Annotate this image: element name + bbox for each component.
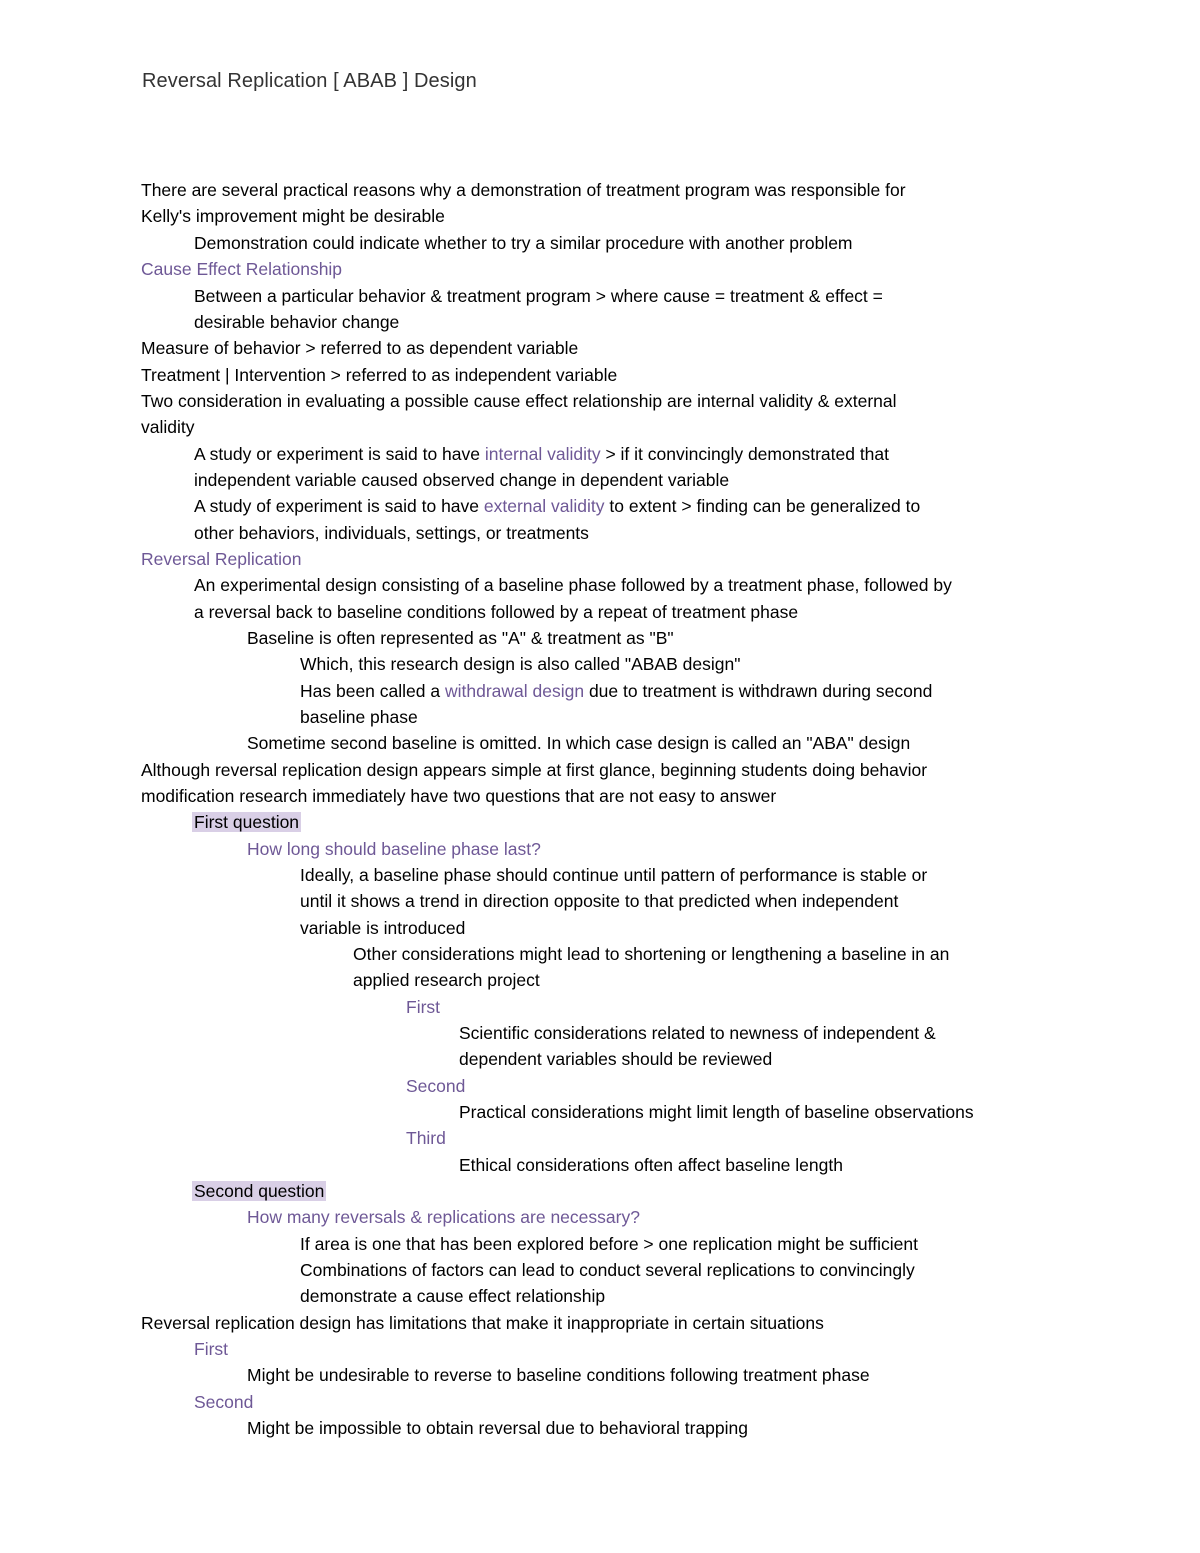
text-line: There are several practical reasons why a demonstration of treatment program was responsible for xyxy=(141,180,906,200)
list-label-second: Second xyxy=(194,1392,254,1412)
text-fragment: > if it convincingly demonstrated that xyxy=(600,444,890,464)
question-heading: How many reversals & replications are necessary? xyxy=(247,1207,640,1227)
text-line-withdrawal-design xyxy=(300,678,932,704)
section-heading-cause-effect: Cause Effect Relationship xyxy=(141,259,343,279)
text-line: Reversal replication design has limitations that make it inappropriate in certain situations xyxy=(141,1313,824,1333)
highlighted-second-question xyxy=(194,1178,326,1204)
highlighted-first-question xyxy=(194,809,301,835)
text-line: demonstrate a cause effect relationship xyxy=(300,1286,606,1306)
text-fragment: due to treatment is withdrawn during second xyxy=(584,681,933,701)
text-line: Although reversal replication design appears simple at first glance, beginning students doing behavior xyxy=(141,760,928,780)
text-line: Ethical considerations often affect baseline length xyxy=(459,1155,843,1175)
text-line: Two consideration in evaluating a possible cause effect relationship are internal validity & external xyxy=(141,391,897,411)
term-withdrawal-design: withdrawal design xyxy=(444,681,585,701)
term-internal-validity: internal validity xyxy=(484,444,601,464)
text-line: until it shows a trend in direction opposite to that predicted when independent xyxy=(300,891,899,911)
text-line: independent variable caused observed change in dependent variable xyxy=(194,470,730,490)
text-line: Might be undesirable to reverse to baseline conditions following treatment phase xyxy=(247,1365,870,1385)
text-line: Measure of behavior > referred to as dependent variable xyxy=(141,338,579,358)
text-line: other behaviors, individuals, settings, or treatments xyxy=(194,523,589,543)
text-fragment: Has been called a xyxy=(300,681,445,701)
text-line: validity xyxy=(141,417,195,437)
text-line: Other considerations might lead to shortening or lengthening a baseline in an xyxy=(353,944,950,964)
term-external-validity: external validity xyxy=(483,496,605,516)
text-fragment: A study or experiment is said to have xyxy=(194,444,485,464)
text-line: Might be impossible to obtain reversal due to behavioral trapping xyxy=(247,1418,748,1438)
text-line-internal-validity xyxy=(194,441,889,467)
text-line: desirable behavior change xyxy=(194,312,400,332)
section-heading-reversal-replication: Reversal Replication xyxy=(141,549,302,569)
text-line: Between a particular behavior & treatment program > where cause = treatment & effect = xyxy=(194,286,883,306)
text-line: a reversal back to baseline conditions followed by a repeat of treatment phase xyxy=(194,602,799,622)
page-title: Reversal Replication [ ABAB ] Design xyxy=(142,70,477,92)
highlight-label: Second question xyxy=(194,1181,325,1201)
text-line: If area is one that has been explored before > one replication might be sufficient xyxy=(300,1234,918,1254)
text-line: Treatment | Intervention > referred to as independent variable xyxy=(141,365,618,385)
text-fragment: A study of experiment is said to have xyxy=(194,496,484,516)
text-line: applied research project xyxy=(353,970,540,990)
list-label-second: Second xyxy=(406,1076,466,1096)
text-line: Scientific considerations related to newness of independent & xyxy=(459,1023,936,1043)
text-line: variable is introduced xyxy=(300,918,466,938)
text-line: Baseline is often represented as "A" & treatment as "B" xyxy=(247,628,674,648)
highlight-label: First question xyxy=(194,812,300,832)
text-line: Kelly's improvement might be desirable xyxy=(141,206,445,226)
text-line: Practical considerations might limit length of baseline observations xyxy=(459,1102,974,1122)
text-line: Ideally, a baseline phase should continue until pattern of performance is stable or xyxy=(300,865,928,885)
text-fragment: to extent > finding can be generalized to xyxy=(604,496,921,516)
text-line: dependent variables should be reviewed xyxy=(459,1049,773,1069)
list-label-first: First xyxy=(406,997,441,1017)
text-line: Combinations of factors can lead to conduct several replications to convincingly xyxy=(300,1260,915,1280)
text-line: Which, this research design is also called "ABAB design" xyxy=(300,654,741,674)
text-line: baseline phase xyxy=(300,707,418,727)
list-label-first: First xyxy=(194,1339,229,1359)
text-line: Demonstration could indicate whether to try a similar procedure with another problem xyxy=(194,233,853,253)
text-line: An experimental design consisting of a baseline phase followed by a treatment phase, followed by xyxy=(194,575,952,595)
text-line: modification research immediately have two questions that are not easy to answer xyxy=(141,786,777,806)
text-line: Sometime second baseline is omitted. In which case design is called an "ABA" design xyxy=(247,733,911,753)
question-heading: How long should baseline phase last? xyxy=(247,839,541,859)
text-line-external-validity xyxy=(194,493,920,519)
list-label-third: Third xyxy=(406,1128,446,1148)
